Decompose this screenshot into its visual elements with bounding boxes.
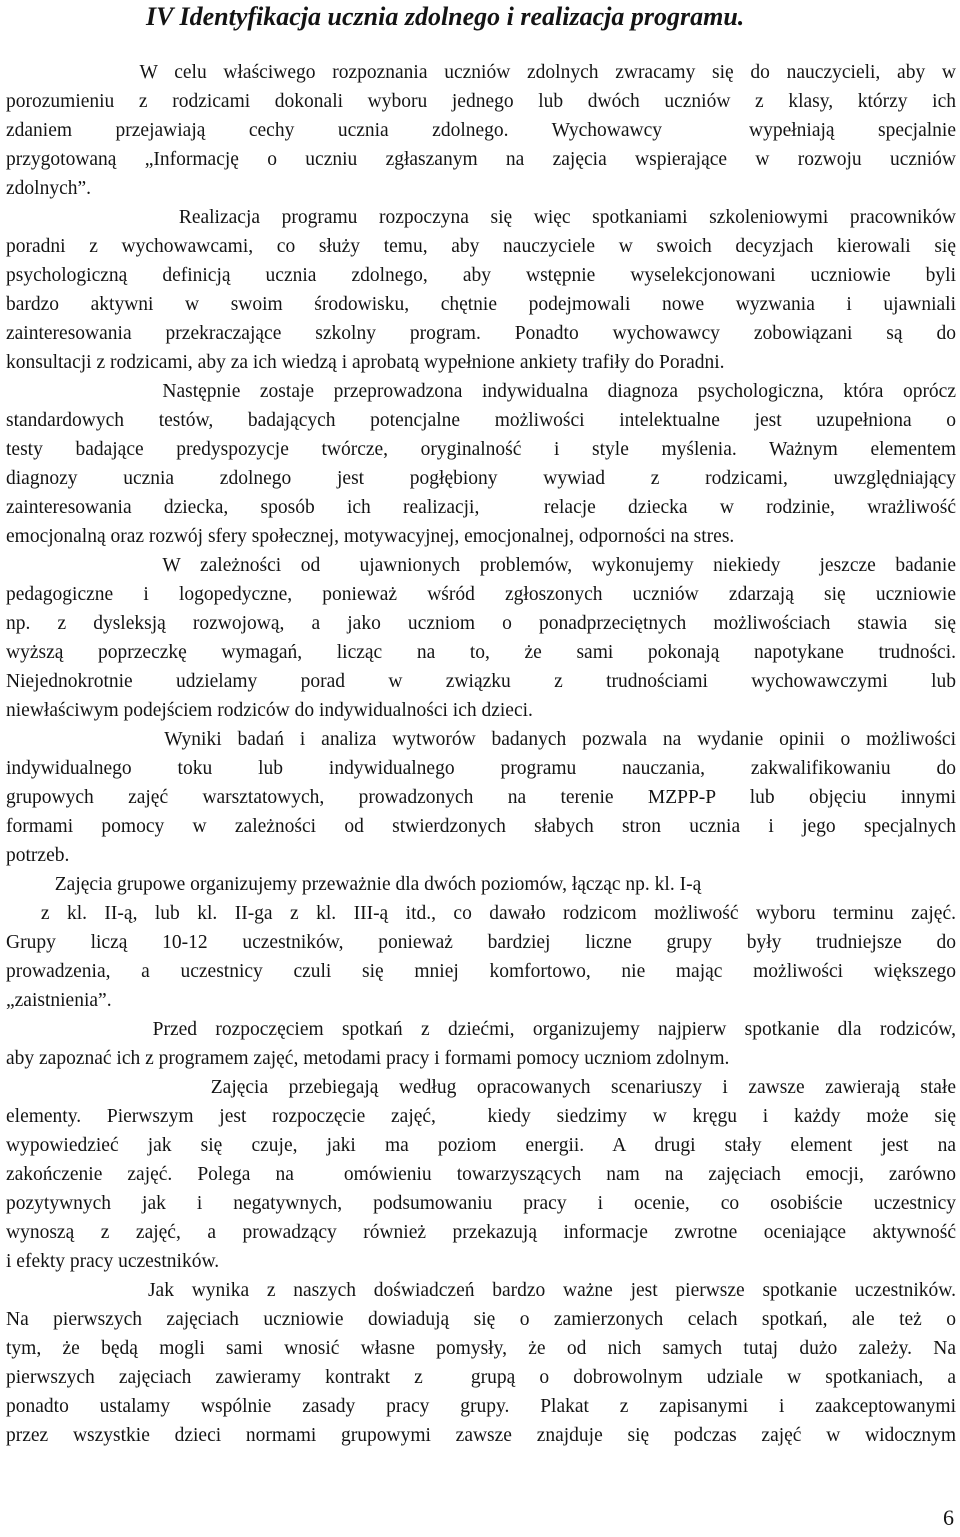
text-line: przez wszystkie dzieci normami grupowymi zawsze znajduje się podczas zajęć w widocznym [6, 1425, 956, 1446]
text-line: prowadzenia, a uczestnicy czuli się mniej komfortowo, nie mając możliwości większego [6, 961, 956, 982]
text-line: i efekty pracy uczestników. [6, 1251, 220, 1272]
text-line: aby zapoznać ich z programem zajęć, metodami pracy i formami pomocy uczniom zdolnym. [6, 1048, 730, 1069]
page-number: 6 [943, 1505, 954, 1530]
text-line: bardzo aktywni w swoim środowisku, chętnie podejmowali nowe wyzwania i ujawniali [6, 294, 956, 315]
text-line: niewłaściwym podejściem rodziców do indywidualności ich dzieci. [6, 700, 533, 721]
text-line: Jak wynika z naszych doświadczeń bardzo ważne jest pierwsze spotkanie uczestników. [6, 1280, 956, 1301]
text-line: elementy. Pierwszym jest rozpoczęcie zajęć, kiedy siedzimy w kręgu i każdy może się [6, 1106, 956, 1127]
text-line: Następnie zostaje przeprowadzona indywidualna diagnoza psychologiczna, która oprócz [6, 381, 956, 402]
text-line: psychologiczną definicją ucznia zdolnego, aby wstępnie wyselekcjonowani uczniowie byli [6, 265, 956, 286]
text-line: testy badające predyspozycje twórcze, oryginalność i style myślenia. Ważnym elementem [6, 439, 956, 460]
text-line: Zajęcia grupowe organizujemy przeważnie dla dwóch poziomów, łącząc np. kl. I-ą [6, 874, 702, 895]
text-line: indywidualnego toku lub indywidualnego programu nauczania, zakwalifikowaniu do [6, 758, 956, 779]
text-line: porozumieniu z rodzicami dokonali wyboru jednego lub dwóch uczniów z klasy, którzy ich [6, 91, 956, 112]
text-line: potrzeb. [6, 845, 70, 866]
text-line: Na pierwszych zajęciach uczniowie dowiadują się o zamierzonych celach spotkań, ale też o [6, 1309, 956, 1330]
text-line: W celu właściwego rozpoznania uczniów zdolnych zwracamy się do nauczycieli, aby w [6, 62, 956, 83]
text-line: zdolnych”. [6, 178, 92, 199]
text-line: Realizacja programu rozpoczyna się więc spotkaniami szkoleniowymi pracowników [6, 207, 956, 228]
text-line: wypowiedzieć jak się czuje, jaki ma poziom energii. A drugi stały element jest na [6, 1135, 956, 1156]
text-line: „zaistnienia”. [6, 990, 112, 1011]
text-line: pierwszych zajęciach zawieramy kontrakt z grupą o dobrowolnym udziale w spotkaniach, a [6, 1367, 956, 1388]
text-line: zakończenie zajęć. Polega na omówieniu towarzyszących nam na zajęciach emocji, zarówno [6, 1164, 956, 1185]
text-line: diagnozy ucznia zdolnego jest pogłębiony wywiad z rodzicami, uwzględniający [6, 468, 956, 489]
text-line: z kl. II-ą, lub kl. II-ga z kl. III-ą itd., co dawało rodzicom możliwość wyboru terminu zajęć. [6, 903, 956, 924]
text-line: standardowych testów, badających potencjalne możliwości intelektualne jest uzupełniona o [6, 410, 956, 431]
text-line: emocjonalną oraz rozwój sfery społecznej, motywacyjnej, emocjonalnej, odporności na stres. [6, 526, 735, 547]
text-line: W zależności od ujawnionych problemów, wykonujemy niekiedy jeszcze badanie [6, 555, 956, 576]
text-line: Wyniki badań i analiza wytworów badanych pozwala na wydanie opinii o możliwości [6, 729, 956, 750]
text-line: zainteresowania przekraczające szkolny program. Ponadto wychowawcy zobowiązani są do [6, 323, 956, 344]
text-line: np. z dysleksją rozwojową, a jako uczniom o ponadprzeciętnych możliwościach stawia się [6, 613, 956, 634]
text-line: pozytywnych jak i negatywnych, podsumowaniu pracy i ocenie, co osobiście uczestnicy [6, 1193, 956, 1214]
text-line: pedagogiczne i logopedyczne, ponieważ wśród zgłoszonych uczniów zdarzają się uczniowie [6, 584, 956, 605]
text-line: Zajęcia przebiegają według opracowanych scenariuszy i zawsze zawierają stałe [6, 1077, 956, 1098]
text-line: wynoszą z zajęć, a prowadzący również przekazują informacje zwrotne oceniające aktywność [6, 1222, 956, 1243]
text-line: przygotowaną „Informację o uczniu zgłaszanym na zajęcia wspierające w rozwoju uczniów [6, 149, 956, 170]
text-line: konsultacji z rodzicami, aby za ich wiedzą i aprobatą wypełnione ankiety trafiły do Poradni. [6, 352, 725, 373]
text-line: zainteresowania dziecka, sposób ich realizacji, relacje dziecka w rodzinie, wrażliwość [6, 497, 956, 518]
text-line: zdaniem przejawiają cechy ucznia zdolnego. Wychowawcy wypełniają specjalnie [6, 120, 956, 141]
text-line: Grupy liczą 10-12 uczestników, ponieważ bardziej liczne grupy były trudniejsze do [6, 932, 956, 953]
text-line: poradni z wychowawcami, co służy temu, aby nauczyciele w swoich decyzjach kierowali się [6, 236, 956, 257]
body-text [6, 58, 956, 1450]
text-line: wyższą poprzeczkę wymagań, licząc na to, że sami pokonają napotykane trudności. [6, 642, 956, 663]
section-title: IV Identyfikacja ucznia zdolnego i realizacja programu. [146, 2, 745, 31]
text-line: tym, że będą mogli sami wnosić własne pomysły, że od nich samych tutaj dużo zależy. Na [6, 1338, 956, 1359]
text-line: ponadto ustalamy wspólnie zasady pracy grupy. Plakat z zapisanymi i zaakceptowanymi [6, 1396, 956, 1417]
text-line: Przed rozpoczęciem spotkań z dziećmi, organizujemy najpierw spotkanie dla rodziców, [6, 1019, 956, 1040]
text-line: Niejednokrotnie udzielamy porad w związku z trudnościami wychowawczymi lub [6, 671, 956, 692]
text-line: grupowych zajęć warsztatowych, prowadzonych na terenie MZPP-P lub objęciu innymi [6, 787, 956, 808]
text-line: formami pomocy w zależności od stwierdzonych słabych stron ucznia i jego specjalnych [6, 816, 956, 837]
